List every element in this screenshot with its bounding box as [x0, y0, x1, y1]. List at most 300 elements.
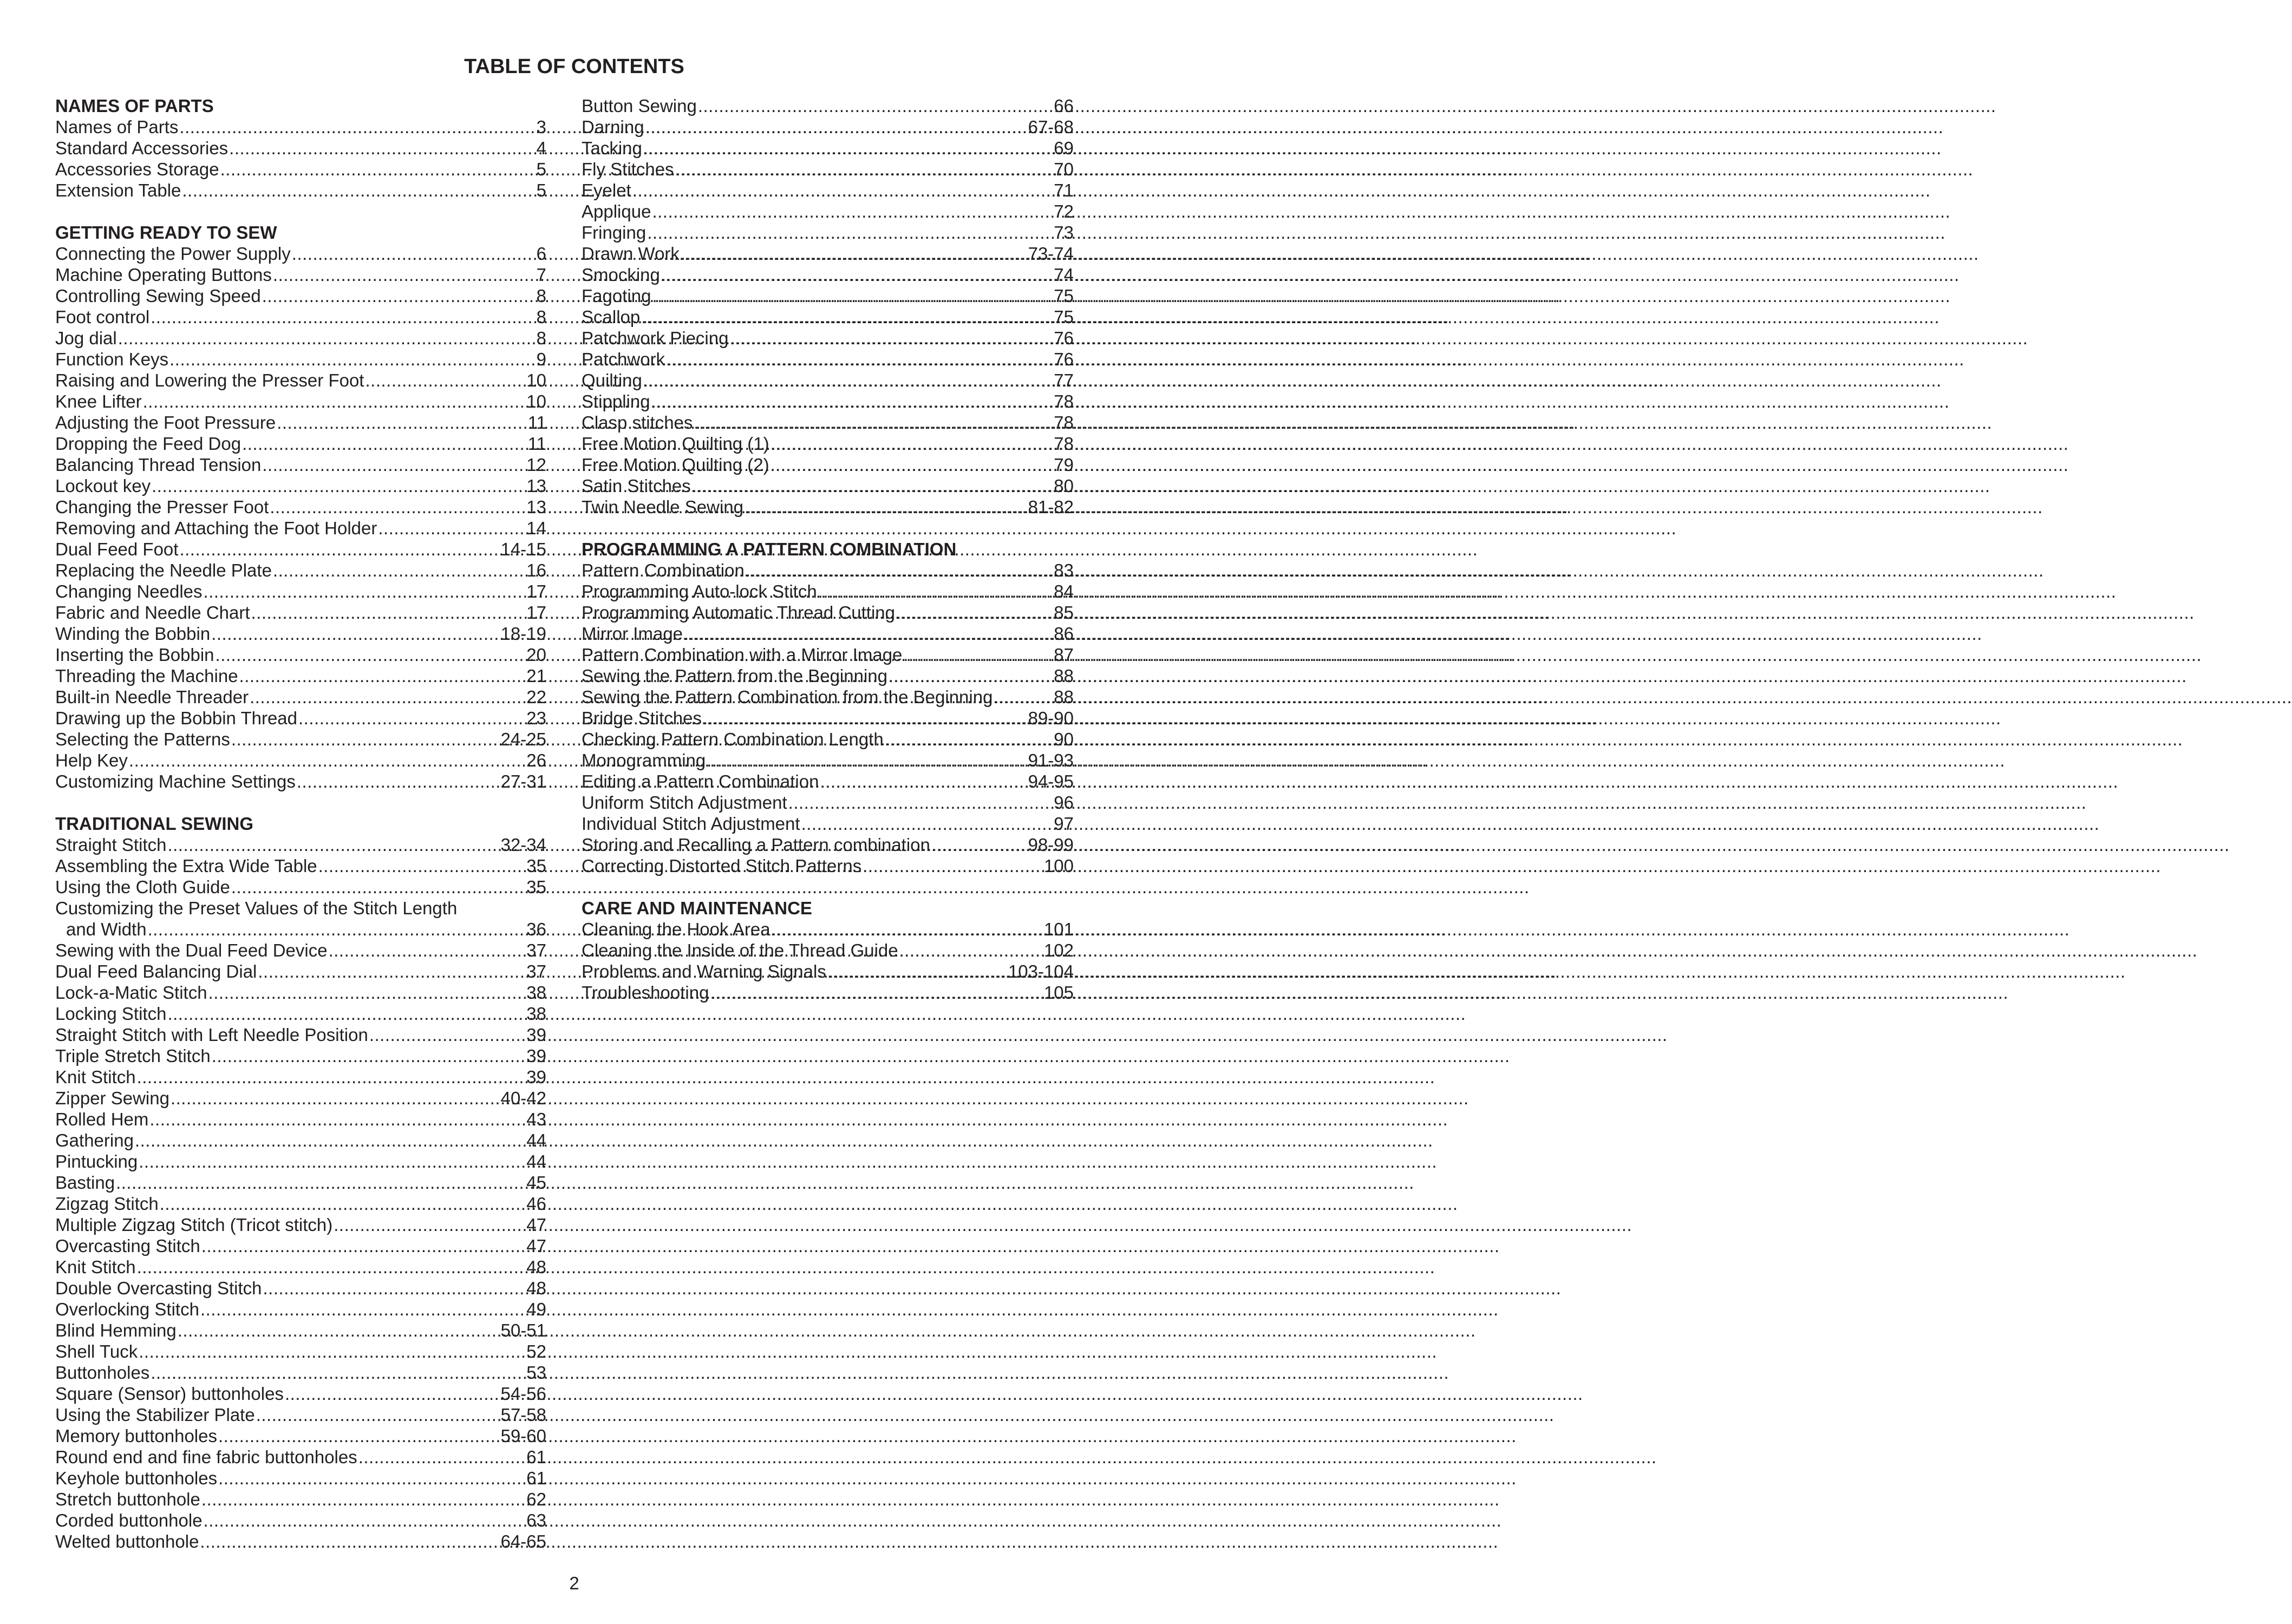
entry-page: 43 [526, 1109, 546, 1129]
entry-label: Zigzag Stitch [55, 1194, 159, 1214]
dot-leader [256, 1404, 500, 1425]
entry-label: Cleaning the Inside of the Thread Guide [582, 940, 898, 960]
entry-page: 59-60 [500, 1426, 546, 1446]
toc-entry[interactable] [55, 1172, 546, 1193]
entry-page: 46 [526, 1194, 546, 1214]
entry-label: Using the Stabilizer Plate [55, 1405, 255, 1425]
toc-entry[interactable] [55, 1256, 546, 1278]
entry-label: Blind Hemming [55, 1320, 177, 1340]
toc-entry[interactable] [55, 1278, 546, 1299]
toc-entry[interactable] [582, 729, 1074, 750]
entry-label: Replacing the Needle Plate [55, 560, 272, 580]
dot-leader [746, 560, 1053, 581]
entry-label: Tacking [582, 138, 642, 158]
entry-label: Mirror Image [582, 624, 683, 644]
entry-page: 10 [526, 391, 546, 411]
dot-leader [994, 686, 1053, 708]
toc-column-right [582, 95, 1074, 1024]
entry-page: 94-95 [1028, 771, 1074, 791]
toc-entry[interactable] [55, 1489, 546, 1510]
dot-leader [885, 729, 1053, 750]
toc-entry[interactable] [55, 412, 546, 433]
entry-label: Knit Stitch [55, 1067, 136, 1087]
toc-section [582, 539, 1074, 876]
toc-entry[interactable] [582, 370, 1074, 391]
entry-label: Adjusting the Foot Pressure [55, 412, 276, 433]
entry-page: 35 [526, 856, 546, 876]
toc-entry[interactable] [55, 708, 546, 729]
entry-label: Applique [582, 201, 651, 221]
toc-entry[interactable] [582, 940, 1074, 961]
entry-label: Changing the Presser Foot [55, 497, 269, 517]
dot-leader [149, 1109, 525, 1130]
entry-page: 73-74 [1028, 244, 1074, 264]
toc-entry[interactable] [55, 1383, 546, 1404]
dot-leader [135, 1130, 525, 1151]
entry-page: 54-56 [500, 1384, 546, 1404]
toc-entry[interactable] [582, 475, 1074, 496]
entry-page: 44 [526, 1130, 546, 1150]
toc-entry[interactable] [55, 876, 546, 898]
dot-leader [645, 116, 1027, 137]
entry-page: 9 [536, 349, 546, 369]
dot-leader [899, 940, 1043, 961]
toc-entry[interactable] [55, 1362, 546, 1383]
toc-entry[interactable] [55, 1531, 546, 1552]
toc-entry[interactable] [55, 1045, 546, 1066]
toc-entry[interactable] [55, 433, 546, 454]
dot-leader [666, 349, 1053, 370]
toc-entry[interactable] [55, 1193, 546, 1214]
entry-page: 13 [526, 476, 546, 496]
entry-page: 3 [536, 117, 546, 137]
toc-entry[interactable] [55, 665, 546, 686]
toc-section [55, 222, 546, 792]
toc-entry[interactable] [55, 180, 546, 201]
toc-entry[interactable] [55, 644, 546, 665]
entry-page: 53 [526, 1363, 546, 1383]
toc-entry[interactable] [582, 264, 1074, 285]
dot-leader [729, 328, 1053, 349]
toc-entry[interactable] [582, 306, 1074, 328]
entry-page: 97 [1054, 814, 1074, 834]
toc-entry[interactable] [55, 961, 546, 982]
dot-leader [641, 306, 1053, 328]
toc-entry[interactable] [582, 243, 1074, 264]
dot-leader [118, 328, 536, 349]
toc-entry[interactable] [55, 539, 546, 560]
toc-entry[interactable] [582, 412, 1074, 433]
toc-entry[interactable] [55, 328, 546, 349]
entry-page: 16 [526, 560, 546, 580]
entry-page: 39 [526, 1046, 546, 1066]
toc-entry[interactable] [582, 813, 1074, 834]
entry-label: Free Motion Quilting (1) [582, 434, 769, 454]
toc-entry[interactable] [55, 686, 546, 708]
entry-label: Programming Auto-lock Stitch [582, 581, 817, 601]
dot-leader [703, 708, 1027, 729]
entry-label: Pintucking [55, 1151, 138, 1171]
toc-entry[interactable] [55, 623, 546, 644]
entry-page: 64-65 [500, 1531, 546, 1551]
dot-leader [369, 1024, 525, 1045]
entry-label: Buttonholes [55, 1363, 150, 1383]
entry-page: 5 [536, 180, 546, 200]
toc-entry[interactable] [582, 834, 1074, 855]
toc-entry[interactable] [55, 855, 546, 876]
entry-page: 96 [1054, 793, 1074, 813]
entry-page: 61 [526, 1447, 546, 1467]
entry-page: 71 [1054, 180, 1074, 200]
entry-page: 17 [526, 603, 546, 623]
entry-page: 32-34 [500, 835, 546, 855]
dot-leader [285, 1383, 500, 1404]
toc-entry[interactable] [582, 180, 1074, 201]
toc-entry[interactable] [582, 665, 1074, 686]
toc-entry[interactable] [55, 391, 546, 412]
entry-page: 88 [1054, 666, 1074, 686]
dot-leader [365, 370, 525, 391]
entry-label: Customizing Machine Settings [55, 771, 296, 791]
dot-leader [148, 919, 526, 940]
toc-entry[interactable] [582, 159, 1074, 180]
entry-label: Extension Table [55, 180, 181, 200]
entry-label: Square (Sensor) buttonholes [55, 1384, 284, 1404]
toc-entry[interactable] [582, 708, 1074, 729]
toc-entry[interactable] [582, 328, 1074, 349]
toc-entry[interactable] [582, 602, 1074, 623]
entry-label: Dual Feed Foot [55, 539, 179, 559]
dot-leader [137, 1066, 526, 1088]
dot-leader [318, 855, 526, 876]
entry-label: Locking Stitch [55, 1004, 167, 1024]
entry-page: 87 [1054, 645, 1074, 665]
entry-page: 78 [1054, 391, 1074, 411]
toc-entry[interactable] [55, 834, 546, 855]
toc-entry[interactable] [582, 95, 1074, 116]
toc-entry[interactable] [582, 919, 1074, 940]
entry-label: Connecting the Power Supply [55, 244, 291, 264]
toc-entry[interactable] [582, 623, 1074, 644]
entry-label: Dual Feed Balancing Dial [55, 961, 257, 981]
entry-label: Memory buttonholes [55, 1426, 217, 1446]
dot-leader [770, 454, 1053, 475]
toc-entry[interactable] [55, 729, 546, 750]
toc-entry[interactable] [55, 475, 546, 496]
dot-leader [167, 834, 499, 855]
dot-leader [211, 623, 499, 644]
toc-entry[interactable] [55, 1003, 546, 1024]
toc-entry[interactable] [55, 1088, 546, 1109]
toc-entry[interactable] [55, 1024, 546, 1045]
entry-page: 85 [1054, 603, 1074, 623]
toc-entry[interactable] [55, 116, 546, 137]
dot-leader [270, 496, 525, 518]
toc-entry[interactable] [582, 644, 1074, 665]
entry-label: Assembling the Extra Wide Table [55, 856, 317, 876]
entry-page: 78 [1054, 434, 1074, 454]
entry-label: Overcasting Stitch [55, 1236, 200, 1256]
entry-label: Customizing the Preset Values of the Stitch Length [55, 898, 458, 918]
dot-leader [788, 792, 1053, 813]
toc-entry[interactable] [55, 243, 546, 264]
dot-leader [200, 1299, 525, 1320]
entry-label: Eyelet [582, 180, 631, 200]
section-heading: TRADITIONAL SEWING [55, 814, 254, 834]
dot-leader [229, 137, 535, 159]
entry-label: Darning [582, 117, 644, 137]
entry-page: 74 [1054, 265, 1074, 285]
dot-leader [204, 1510, 526, 1531]
entry-label: Lockout key [55, 476, 151, 496]
entry-label: Dropping the Feed Dog [55, 434, 241, 454]
dot-leader [216, 644, 526, 665]
toc-section [55, 813, 546, 1552]
toc-entry[interactable] [582, 771, 1074, 792]
toc-entry[interactable] [55, 1151, 546, 1172]
toc-entry[interactable] [582, 391, 1074, 412]
toc-entry[interactable] [55, 1066, 546, 1088]
entry-page: 86 [1054, 624, 1074, 644]
toc-entry[interactable] [55, 264, 546, 285]
dot-leader [378, 518, 525, 539]
entry-label: Triple Stretch Stitch [55, 1046, 211, 1066]
dot-leader [903, 644, 1053, 665]
toc-entry[interactable] [55, 602, 546, 623]
toc-entry[interactable] [55, 1404, 546, 1425]
entry-label: Twin Needle Sewing [582, 497, 743, 517]
entry-label: Scallop [582, 307, 641, 327]
entry-label: Smocking [582, 265, 660, 285]
entry-page: 62 [526, 1489, 546, 1509]
toc-entry[interactable] [55, 1299, 546, 1320]
toc-entry[interactable] [55, 581, 546, 602]
entry-label: Keyhole buttonholes [55, 1468, 218, 1488]
toc-entry[interactable] [55, 1320, 546, 1341]
toc-entry[interactable] [55, 771, 546, 792]
toc-entry[interactable] [55, 1446, 546, 1468]
dot-leader [801, 813, 1053, 834]
toc-entry[interactable] [55, 159, 546, 180]
toc-entry[interactable] [55, 137, 546, 159]
dot-leader [820, 771, 1027, 792]
entry-label: Individual Stitch Adjustment [582, 814, 800, 834]
toc-entry[interactable] [582, 982, 1074, 1003]
toc-entry[interactable] [582, 560, 1074, 581]
entry-label: Shell Tuck [55, 1341, 138, 1361]
entry-label: Inserting the Bobbin [55, 645, 214, 665]
section-heading: PROGRAMMING A PATTERN COMBINATION [582, 539, 957, 559]
entry-label: Button Sewing [582, 96, 697, 116]
entry-page: 66 [1054, 96, 1074, 116]
dot-leader [182, 180, 535, 201]
toc-entry[interactable] [55, 1214, 546, 1235]
entry-page: 35 [526, 877, 546, 897]
entry-label: Stippling [582, 391, 650, 411]
entry-page: 48 [526, 1278, 546, 1298]
toc-entry[interactable] [55, 370, 546, 391]
toc-entry[interactable] [582, 686, 1074, 708]
entry-page: 80 [1054, 476, 1074, 496]
entry-page: 98-99 [1028, 835, 1074, 855]
toc-entry[interactable] [55, 1510, 546, 1531]
entry-label: Lock-a-Matic Stitch [55, 983, 207, 1003]
entry-page: 21 [526, 666, 546, 686]
entry-page: 11 [527, 412, 546, 433]
toc-entry[interactable] [582, 496, 1074, 518]
dot-leader [179, 539, 499, 560]
entry-page: 4 [536, 138, 546, 158]
entry-label: Sewing with the Dual Feed Device [55, 940, 328, 960]
dot-leader [632, 180, 1053, 201]
toc-entry[interactable] [582, 116, 1074, 137]
entry-page: 24-25 [500, 729, 546, 749]
dot-leader [137, 1256, 526, 1278]
toc-entry[interactable] [582, 961, 1074, 982]
entry-page: 103-104 [1008, 961, 1074, 981]
toc-entry-line [55, 898, 546, 919]
entry-page: 78 [1054, 412, 1074, 433]
entry-page: 36 [526, 919, 546, 939]
entry-page: 69 [1054, 138, 1074, 158]
dot-leader [745, 496, 1027, 518]
toc-section [55, 95, 546, 201]
entry-page: 100 [1043, 856, 1074, 876]
entry-label: Balancing Thread Tension [55, 455, 262, 475]
toc-entry[interactable] [55, 940, 546, 961]
toc-entry[interactable] [582, 349, 1074, 370]
toc-entry[interactable] [582, 433, 1074, 454]
entry-label: Uniform Stitch Adjustment [582, 793, 787, 813]
toc-entry[interactable] [582, 137, 1074, 159]
toc-entry[interactable] [55, 1109, 546, 1130]
dot-leader [143, 391, 526, 412]
entry-label: Winding the Bobbin [55, 624, 211, 644]
dot-leader [292, 243, 536, 264]
dot-leader [231, 729, 500, 750]
entry-page: 6 [536, 244, 546, 264]
toc-entry[interactable] [55, 919, 546, 940]
entry-page: 14-15 [500, 539, 546, 559]
dot-leader [692, 475, 1053, 496]
toc-entry[interactable] [582, 855, 1074, 876]
dot-leader [675, 159, 1053, 180]
entry-label: Straight Stitch [55, 835, 167, 855]
toc-entry[interactable] [582, 222, 1074, 243]
entry-page: 83 [1054, 560, 1074, 580]
entry-page: 45 [526, 1173, 546, 1193]
toc-entry[interactable] [582, 750, 1074, 771]
toc-entry[interactable] [55, 496, 546, 518]
entry-label: Knit Stitch [55, 1257, 136, 1277]
dot-leader [262, 454, 525, 475]
toc-entry[interactable] [55, 1235, 546, 1256]
toc-entry[interactable] [55, 560, 546, 581]
dot-leader [208, 982, 526, 1003]
section-heading: NAMES OF PARTS [55, 96, 214, 116]
toc-entry[interactable] [55, 518, 546, 539]
entry-page: 8 [536, 286, 546, 306]
entry-label: Machine Operating Buttons [55, 265, 272, 285]
toc-entry[interactable] [55, 1130, 546, 1151]
dot-leader [684, 623, 1053, 644]
dot-leader [201, 1235, 526, 1256]
entry-label: Controlling Sewing Speed [55, 286, 261, 306]
dot-leader [710, 982, 1043, 1003]
entry-page: 52 [526, 1341, 546, 1361]
toc-entry[interactable] [55, 349, 546, 370]
entry-page: 18-19 [500, 624, 546, 644]
dot-leader [129, 750, 525, 771]
entry-label: Gathering [55, 1130, 134, 1150]
entry-page: 75 [1054, 307, 1074, 327]
entry-page: 39 [526, 1025, 546, 1045]
dot-leader [250, 686, 525, 708]
entry-page: 49 [526, 1299, 546, 1319]
dot-leader [698, 95, 1053, 116]
toc-section [582, 95, 1074, 518]
dot-leader [273, 560, 525, 581]
dot-leader [258, 961, 525, 982]
toc-entry[interactable] [582, 792, 1074, 813]
toc-entry[interactable] [55, 454, 546, 475]
entry-page: 7 [536, 265, 546, 285]
toc-entry[interactable] [55, 306, 546, 328]
dot-leader [152, 475, 525, 496]
entry-label: Fringing [582, 222, 647, 243]
page-number: 2 [569, 1573, 579, 1593]
toc-entry[interactable] [55, 1425, 546, 1446]
toc-entry[interactable] [582, 581, 1074, 602]
toc-entry[interactable] [582, 285, 1074, 306]
dot-leader [167, 1003, 525, 1024]
toc-entry[interactable] [55, 750, 546, 771]
entry-page: 48 [526, 1257, 546, 1277]
entry-label: Corded buttonhole [55, 1510, 203, 1530]
entry-label: Straight Stitch with Left Needle Position [55, 1025, 368, 1045]
toc-entry[interactable] [582, 454, 1074, 475]
entry-page: 47 [526, 1215, 546, 1235]
dot-leader [251, 602, 526, 623]
entry-label-continued: and Width [66, 919, 147, 939]
entry-page: 20 [526, 645, 546, 665]
toc-entry[interactable] [55, 982, 546, 1003]
entry-label: Editing a Pattern Combination [582, 771, 819, 791]
entry-page: 84 [1054, 581, 1074, 601]
toc-entry[interactable] [55, 1468, 546, 1489]
entry-page: 47 [526, 1236, 546, 1256]
entry-label: Cleaning the Hook Area [582, 919, 770, 939]
entry-page: 77 [1054, 370, 1074, 390]
entry-page: 75 [1054, 286, 1074, 306]
entry-label: Raising and Lowering the Presser Foot [55, 370, 364, 390]
toc-entry[interactable] [55, 1341, 546, 1362]
entry-label: Correcting Distorted Stitch Patterns [582, 856, 862, 876]
dot-leader [139, 1151, 525, 1172]
entry-label: Checking Pattern Combination Length [582, 729, 884, 749]
entry-label: Knee Lifter [55, 391, 142, 411]
toc-entry[interactable] [55, 285, 546, 306]
toc-entry[interactable] [582, 201, 1074, 222]
entry-label: Changing Needles [55, 581, 203, 601]
entry-page: 11 [527, 434, 546, 454]
dot-leader [652, 285, 1053, 306]
dot-leader [151, 1362, 525, 1383]
toc-column-left [55, 95, 546, 1573]
entry-label: Clasp stitches [582, 412, 693, 433]
entry-label: Basting [55, 1173, 115, 1193]
dot-leader [652, 201, 1053, 222]
